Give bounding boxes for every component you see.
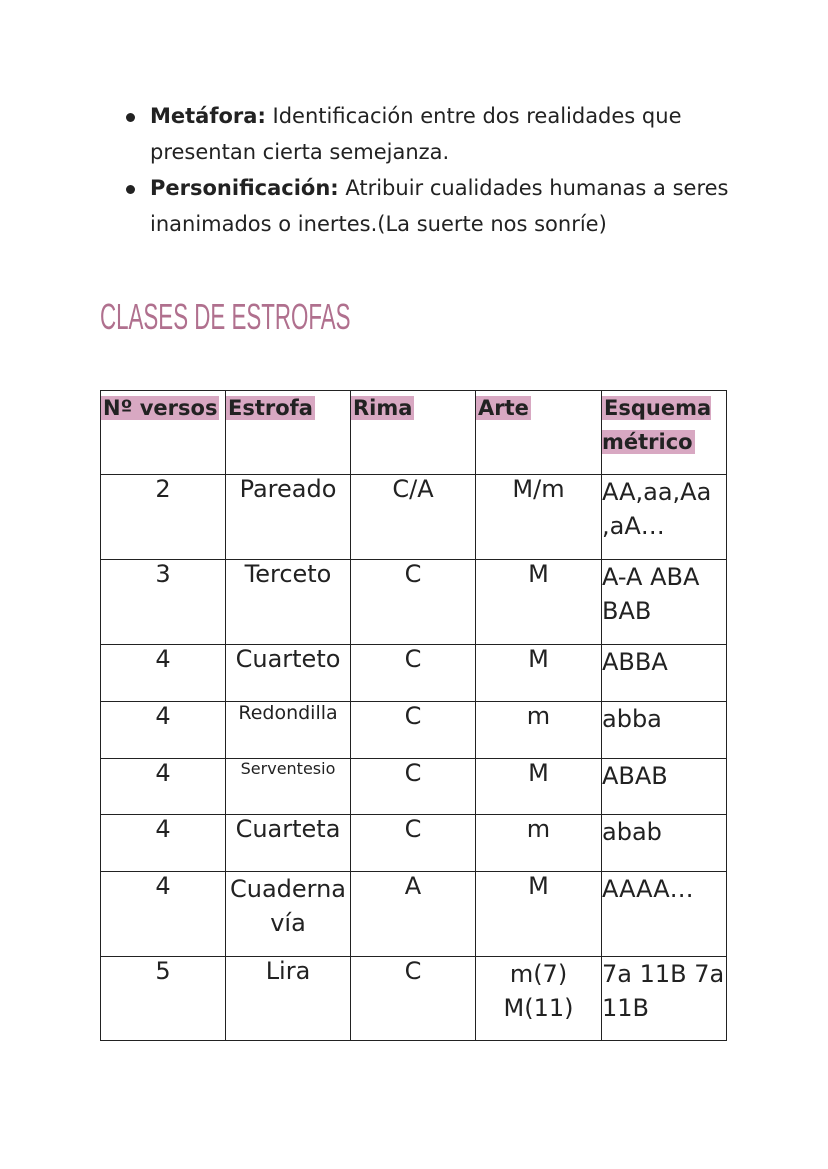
cell-arte: m(7) M(11) [476,957,602,1041]
cell-estrofa: Lira [226,957,351,1041]
cell-esquema: abba [602,702,727,759]
cell-rima: C [351,815,476,872]
cell-esquema: abab [602,815,727,872]
cell-esquema: ABAB [602,759,727,815]
table-row [101,815,727,872]
cell-versos: 3 [101,560,226,645]
cell-rima: C [351,560,476,645]
cell-estrofa: Redondilla [226,702,351,759]
cell-esquema: AA,aa,Aa ,aA… [602,475,727,560]
table-row [101,872,727,957]
cell-arte: m [476,815,602,872]
cell-rima: A [351,872,476,957]
cell-versos: 5 [101,957,226,1041]
table-row [101,645,727,702]
cell-arte: m [476,702,602,759]
cell-estrofa: Cuarteta [226,815,351,872]
cell-estrofa: Pareado [226,475,351,560]
cell-esquema: AAAA… [602,872,727,957]
header-label: Esquema métrico [602,396,712,454]
cell-versos: 4 [101,759,226,815]
list-item-personificacion [118,170,758,242]
list-item-metafora [118,98,758,170]
cell-estrofa: Serventesio [226,759,351,815]
cell-arte: M [476,645,602,702]
cell-esquema: A-A ABA BAB [602,560,727,645]
cell-arte: M [476,872,602,957]
term-label: Personificación: [150,176,339,200]
cell-versos: 4 [101,872,226,957]
header-cell [101,391,226,475]
header-label: Arte [478,396,529,420]
header-cell [351,391,476,475]
table-row [101,702,727,759]
cell-rima: C/A [351,475,476,560]
header-cell [602,391,727,475]
cell-estrofa: Cuaderna vía [226,872,351,957]
table-row [101,560,727,645]
cell-arte: M/m [476,475,602,560]
table-row [101,957,727,1041]
term-definition: Atribuir cualidades humanas a seres inanimados o inertes.(La suerte nos sonríe) [150,176,729,236]
definitions-list [118,98,758,242]
cell-arte: M [476,560,602,645]
header-cell [476,391,602,475]
cell-rima: C [351,702,476,759]
section-heading: CLASES DE ESTROFAS [100,296,351,337]
header-label: Nº versos [103,396,218,420]
cell-versos: 2 [101,475,226,560]
cell-rima: C [351,957,476,1041]
term-label: Metáfora: [150,104,266,128]
strophes-table [100,390,727,1041]
cell-versos: 4 [101,645,226,702]
cell-arte: M [476,759,602,815]
cell-estrofa: Terceto [226,560,351,645]
cell-rima: C [351,645,476,702]
table-header-row [101,391,727,475]
bullet-dot-icon [126,185,135,194]
cell-versos: 4 [101,815,226,872]
term-definition: Identificación entre dos realidades que presentan cierta semejanza. [150,104,682,164]
cell-rima: C [351,759,476,815]
cell-esquema: 7a 11B 7a 11B [602,957,727,1041]
header-label: Estrofa [228,396,313,420]
table-row [101,759,727,815]
bullet-dot-icon [126,113,135,122]
cell-esquema: ABBA [602,645,727,702]
cell-versos: 4 [101,702,226,759]
header-cell [226,391,351,475]
table-row [101,475,727,560]
header-label: Rima [353,396,413,420]
cell-estrofa: Cuarteto [226,645,351,702]
